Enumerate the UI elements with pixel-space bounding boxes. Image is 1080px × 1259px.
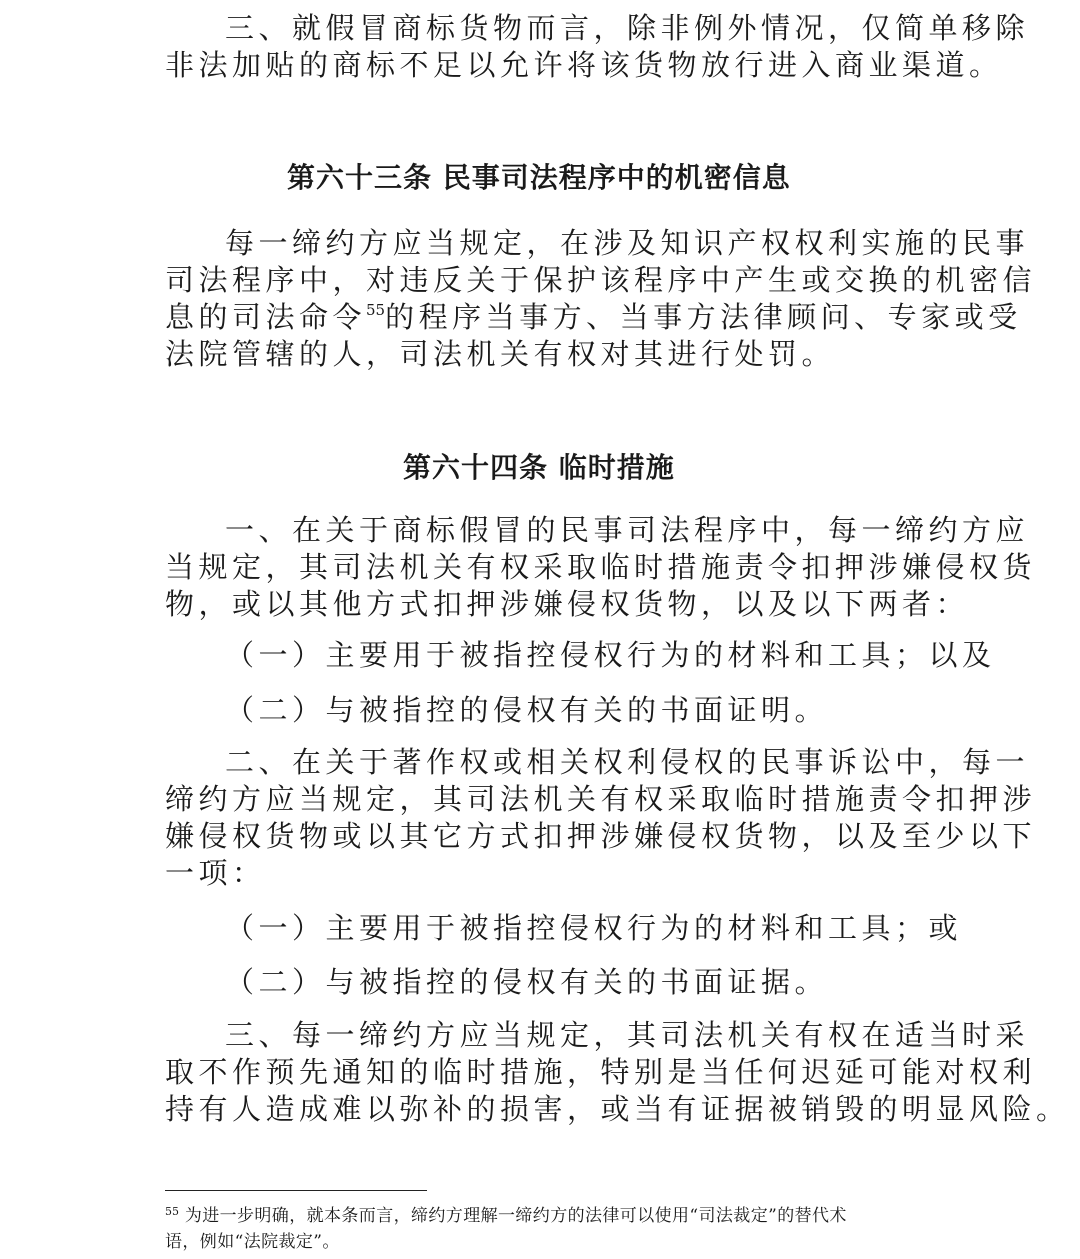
footnote-line [165,1205,847,1227]
paragraph-line: 三、就假冒商标货物而言，除非例外情况，仅简单移除 [225,11,1030,45]
footnote-reference[interactable]: 55 [366,301,386,319]
article-63-heading: 第六十三条 民事司法程序中的机密信息 [287,161,791,194]
list-item: （一）主要用于被指控侵权行为的材料和工具；以及 [225,638,996,672]
footnote-divider [165,1190,427,1191]
paragraph-line: 当规定，其司法机关有权采取临时措施责令扣押涉嫌侵权货 [165,550,1037,584]
paragraph-line: 一项： [165,856,266,890]
paragraph-line: 持有人造成难以弥补的损害，或当有证据被销毁的明显风险。 [165,1092,1070,1126]
paragraph-line: 非法加贴的商标不足以允许将该货物放行进入商业渠道。 [165,48,1003,82]
footnote-number: 55 [165,1205,179,1218]
list-item: （二）与被指控的侵权有关的书面证据。 [225,965,829,999]
paragraph-line [165,299,1022,335]
paragraph-line: 法院管辖的人，司法机关有权对其进行处罚。 [165,337,836,371]
text-segment: 息的司法命令 [165,300,367,334]
paragraph-line: 物，或以其他方式扣押涉嫌侵权货物，以及以下两者： [165,587,970,621]
list-item: （一）主要用于被指控侵权行为的材料和工具；或 [225,911,963,945]
footnote-line: 语，例如“法院裁定”。 [165,1232,340,1252]
text-segment: 的程序当事方、当事方法律顾问、专家或受 [385,300,1022,334]
footnote-text: 为进一步明确，就本条而言，缔约方理解一缔约方的法律可以使用“司法裁定”的替代术 [184,1206,847,1226]
paragraph-line: 每一缔约方应当规定，在涉及知识产权权利实施的民事 [225,226,1030,260]
paragraph-line: 二、在关于著作权或相关权利侵权的民事诉讼中，每一 [225,745,1030,779]
paragraph-line: 缔约方应当规定，其司法机关有权采取临时措施责令扣押涉 [165,782,1037,816]
list-item: （二）与被指控的侵权有关的书面证明。 [225,693,829,727]
paragraph-line: 嫌侵权货物或以其它方式扣押涉嫌侵权货物，以及至少以下 [165,819,1037,853]
paragraph-line: 三、每一缔约方应当规定，其司法机关有权在适当时采 [225,1018,1030,1052]
paragraph-line: 一、在关于商标假冒的民事司法程序中，每一缔约方应 [225,513,1030,547]
paragraph-line: 司法程序中，对违反关于保护该程序中产生或交换的机密信 [165,263,1037,297]
paragraph-line: 取不作预先通知的临时措施，特别是当任何迟延可能对权利 [165,1055,1037,1089]
article-64-heading: 第六十四条 临时措施 [403,451,675,484]
